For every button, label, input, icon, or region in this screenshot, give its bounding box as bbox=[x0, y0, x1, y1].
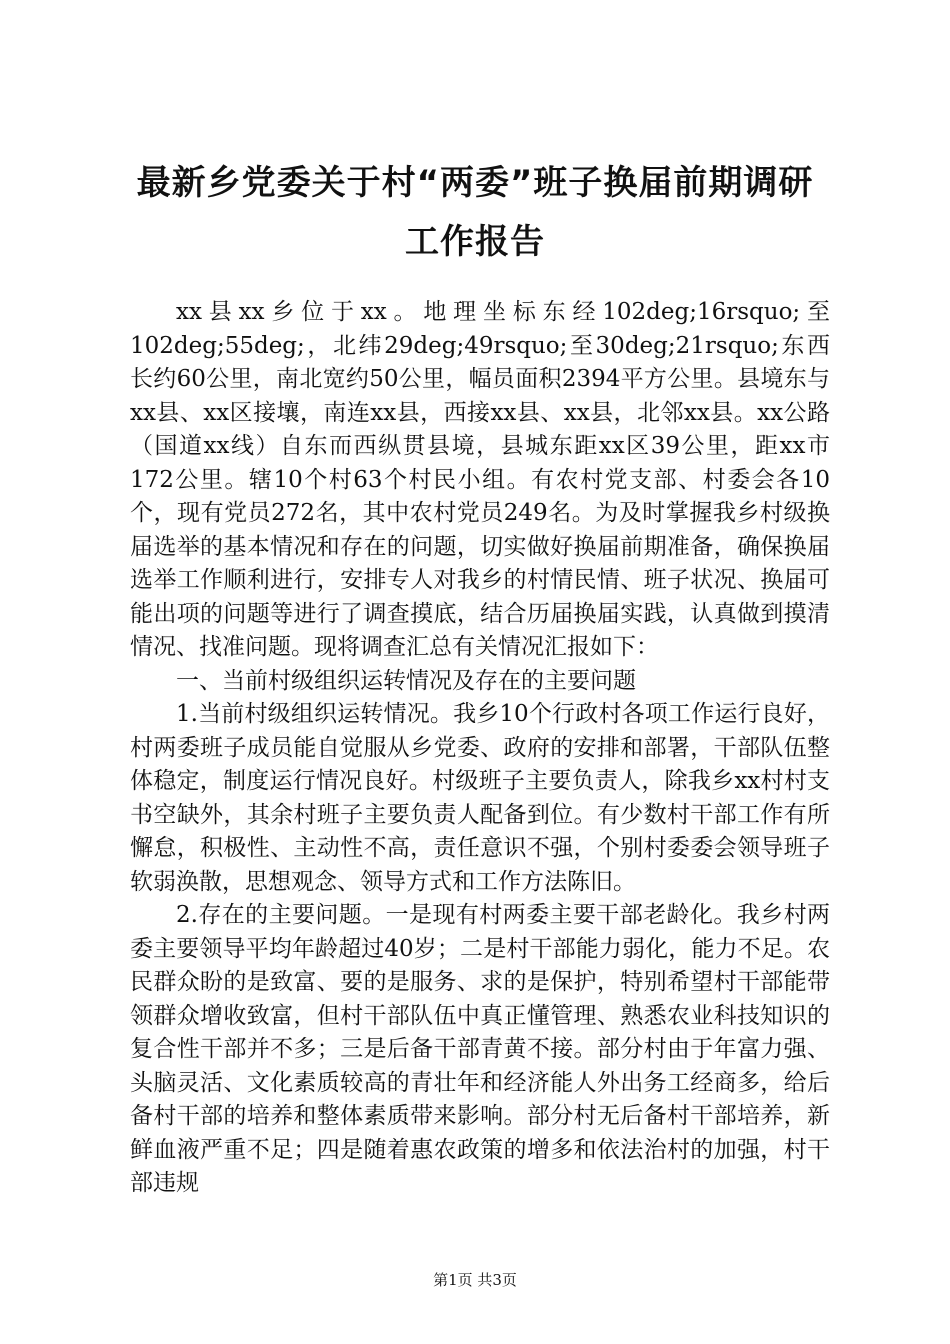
page-footer: 第1页 共3页 bbox=[433, 1271, 517, 1289]
document-title-continued: 工作报告 bbox=[405, 222, 545, 262]
paragraph-operation-status: 1.当前村级组织运转情况。我乡10个行政村各项工作运行良好，村两委班子成员能自觉服从乡党委、政府的安排和部署，干部队伍整体稳定，制度运行情况良好。村级班子主要负责人，除我乡xx村村支书空缺外，其余村班子主要负责人配备到位。有少数村干部工作有所懈怠，积极性、主动性不高，责任意识不强，个别村委委会领导班子软弱涣散，思想观念、领导方式和工作方法陈旧。 bbox=[130, 701, 830, 895]
document-body bbox=[130, 296, 830, 1201]
paragraph-overview: xx县xx乡位于xx。地理坐标东经102deg;16rsquo;至102deg;55deg;，北纬29deg;49rsquo;至30deg;21rsquo;东西长约60公里，南北宽约50公里，幅员面积2394平方公里。县境东与xx县、xx区接壤，南连xx县，西接xx县、xx县，北邻xx县。xx公路（国道xx线）自东而西纵贯县境，县城东距xx区39公里，距xx市172公里。辖10个村63个村民小组。有农村党支部、村委会各10个，现有党员272名，其中农村党员249名。为及时掌握我乡村级换届选举的基本情况和存在的问题，切实做好换届前期准备，确保换届选举工作顺利进行，安排专人对我乡的村情民情、班子状况、换届可能出项的问题等进行了调查摸底，结合历届换届实践，认真做到摸清情况、找准问题。现将调查汇总有关情况汇报如下： bbox=[130, 299, 830, 660]
document-title: 最新乡党委关于村“两委”班子换届前期调研 bbox=[136, 163, 814, 203]
paragraph-main-problems: 2.存在的主要问题。一是现有村两委主要干部老龄化。我乡村两委主要领导平均年龄超过40岁；二是村干部能力弱化，能力不足。农民群众盼的是致富、要的是服务、求的是保护，特别希望村干部能带领群众增收致富，但村干部队伍中真正懂管理、熟悉农业科技知识的复合性干部并不多；三是后备干部青黄不接。部分村由于年富力强、头脑灵活、文化素质较高的青壮年和经济能人外出务工经商多，给后备村干部的培养和整体素质带来影响。部分村无后备村干部培养，新鲜血液严重不足；四是随着惠农政策的增多和依法治村的加强，村干部违规 bbox=[130, 902, 830, 1196]
section-heading: 一、当前村级组织运转情况及存在的主要问题 bbox=[176, 667, 636, 694]
